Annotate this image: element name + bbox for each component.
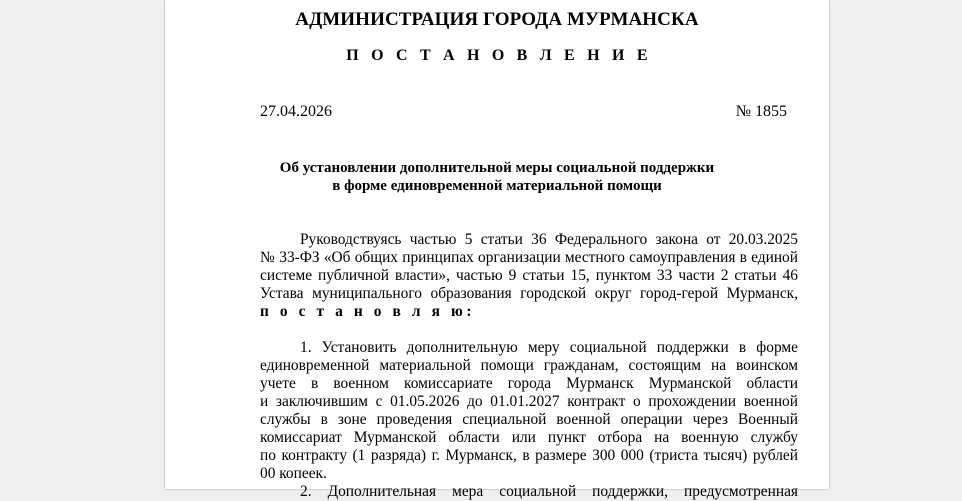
text-line: 00 копеек. xyxy=(260,465,327,482)
decree-word: п о с т а н о в л я ю: xyxy=(260,303,476,320)
text-line: Руководствуясь частью 5 статьи 36 Федерального закона от 20.03.2025 xyxy=(300,231,798,248)
text-line: по контракту (1 разряда) г. Мурманск, в размере 300 000 (триста тысяч) рублей xyxy=(260,447,798,464)
document-title xyxy=(165,159,829,195)
document-date: 27.04.2026 xyxy=(260,103,332,120)
text-line: службы в зоне проведения специальной военной операции через Военный xyxy=(260,411,798,428)
clause-2-paragraph xyxy=(260,483,798,501)
text-line: и заключившим с 01.05.2026 до 01.01.2027 контракт о прохождении военной xyxy=(260,393,798,410)
text-line: единовременной материальной помощи гражданам, состоящим на воинском xyxy=(260,357,798,374)
document-page xyxy=(165,0,829,500)
text-line: учете в военном комиссариате города Мурманск Мурманской области xyxy=(260,375,798,392)
title-line: Об установлении дополнительной меры социальной поддержки xyxy=(279,160,715,176)
text-line: системе публичной власти», частью 9 статьи 15, пунктом 33 части 2 статьи 46 xyxy=(260,267,798,284)
organization-name: АДМИНИСТРАЦИЯ ГОРОДА МУРМАНСКА xyxy=(295,9,699,30)
text-line: № 33-ФЗ «Об общих принципах организации местного самоуправления в единой xyxy=(260,249,798,266)
document-type: П О С Т А Н О В Л Е Н И Е xyxy=(346,47,652,64)
document-number: № 1855 xyxy=(735,103,787,120)
preamble-paragraph xyxy=(260,231,798,321)
text-line: 1. Установить дополнительную меру социальной поддержки в форме xyxy=(300,339,798,356)
title-line: в форме единовременной материальной помощи xyxy=(332,178,662,194)
text-line: Устава муниципального образования городской округ город-герой Мурманск, xyxy=(260,285,798,302)
text-line: 2. Дополнительная мера социальной поддержки, предусмотренная xyxy=(300,483,798,500)
clause-1-paragraph xyxy=(260,339,798,483)
text-line: комиссариат Мурманской области или пункт отбора на военную службу xyxy=(260,429,798,446)
